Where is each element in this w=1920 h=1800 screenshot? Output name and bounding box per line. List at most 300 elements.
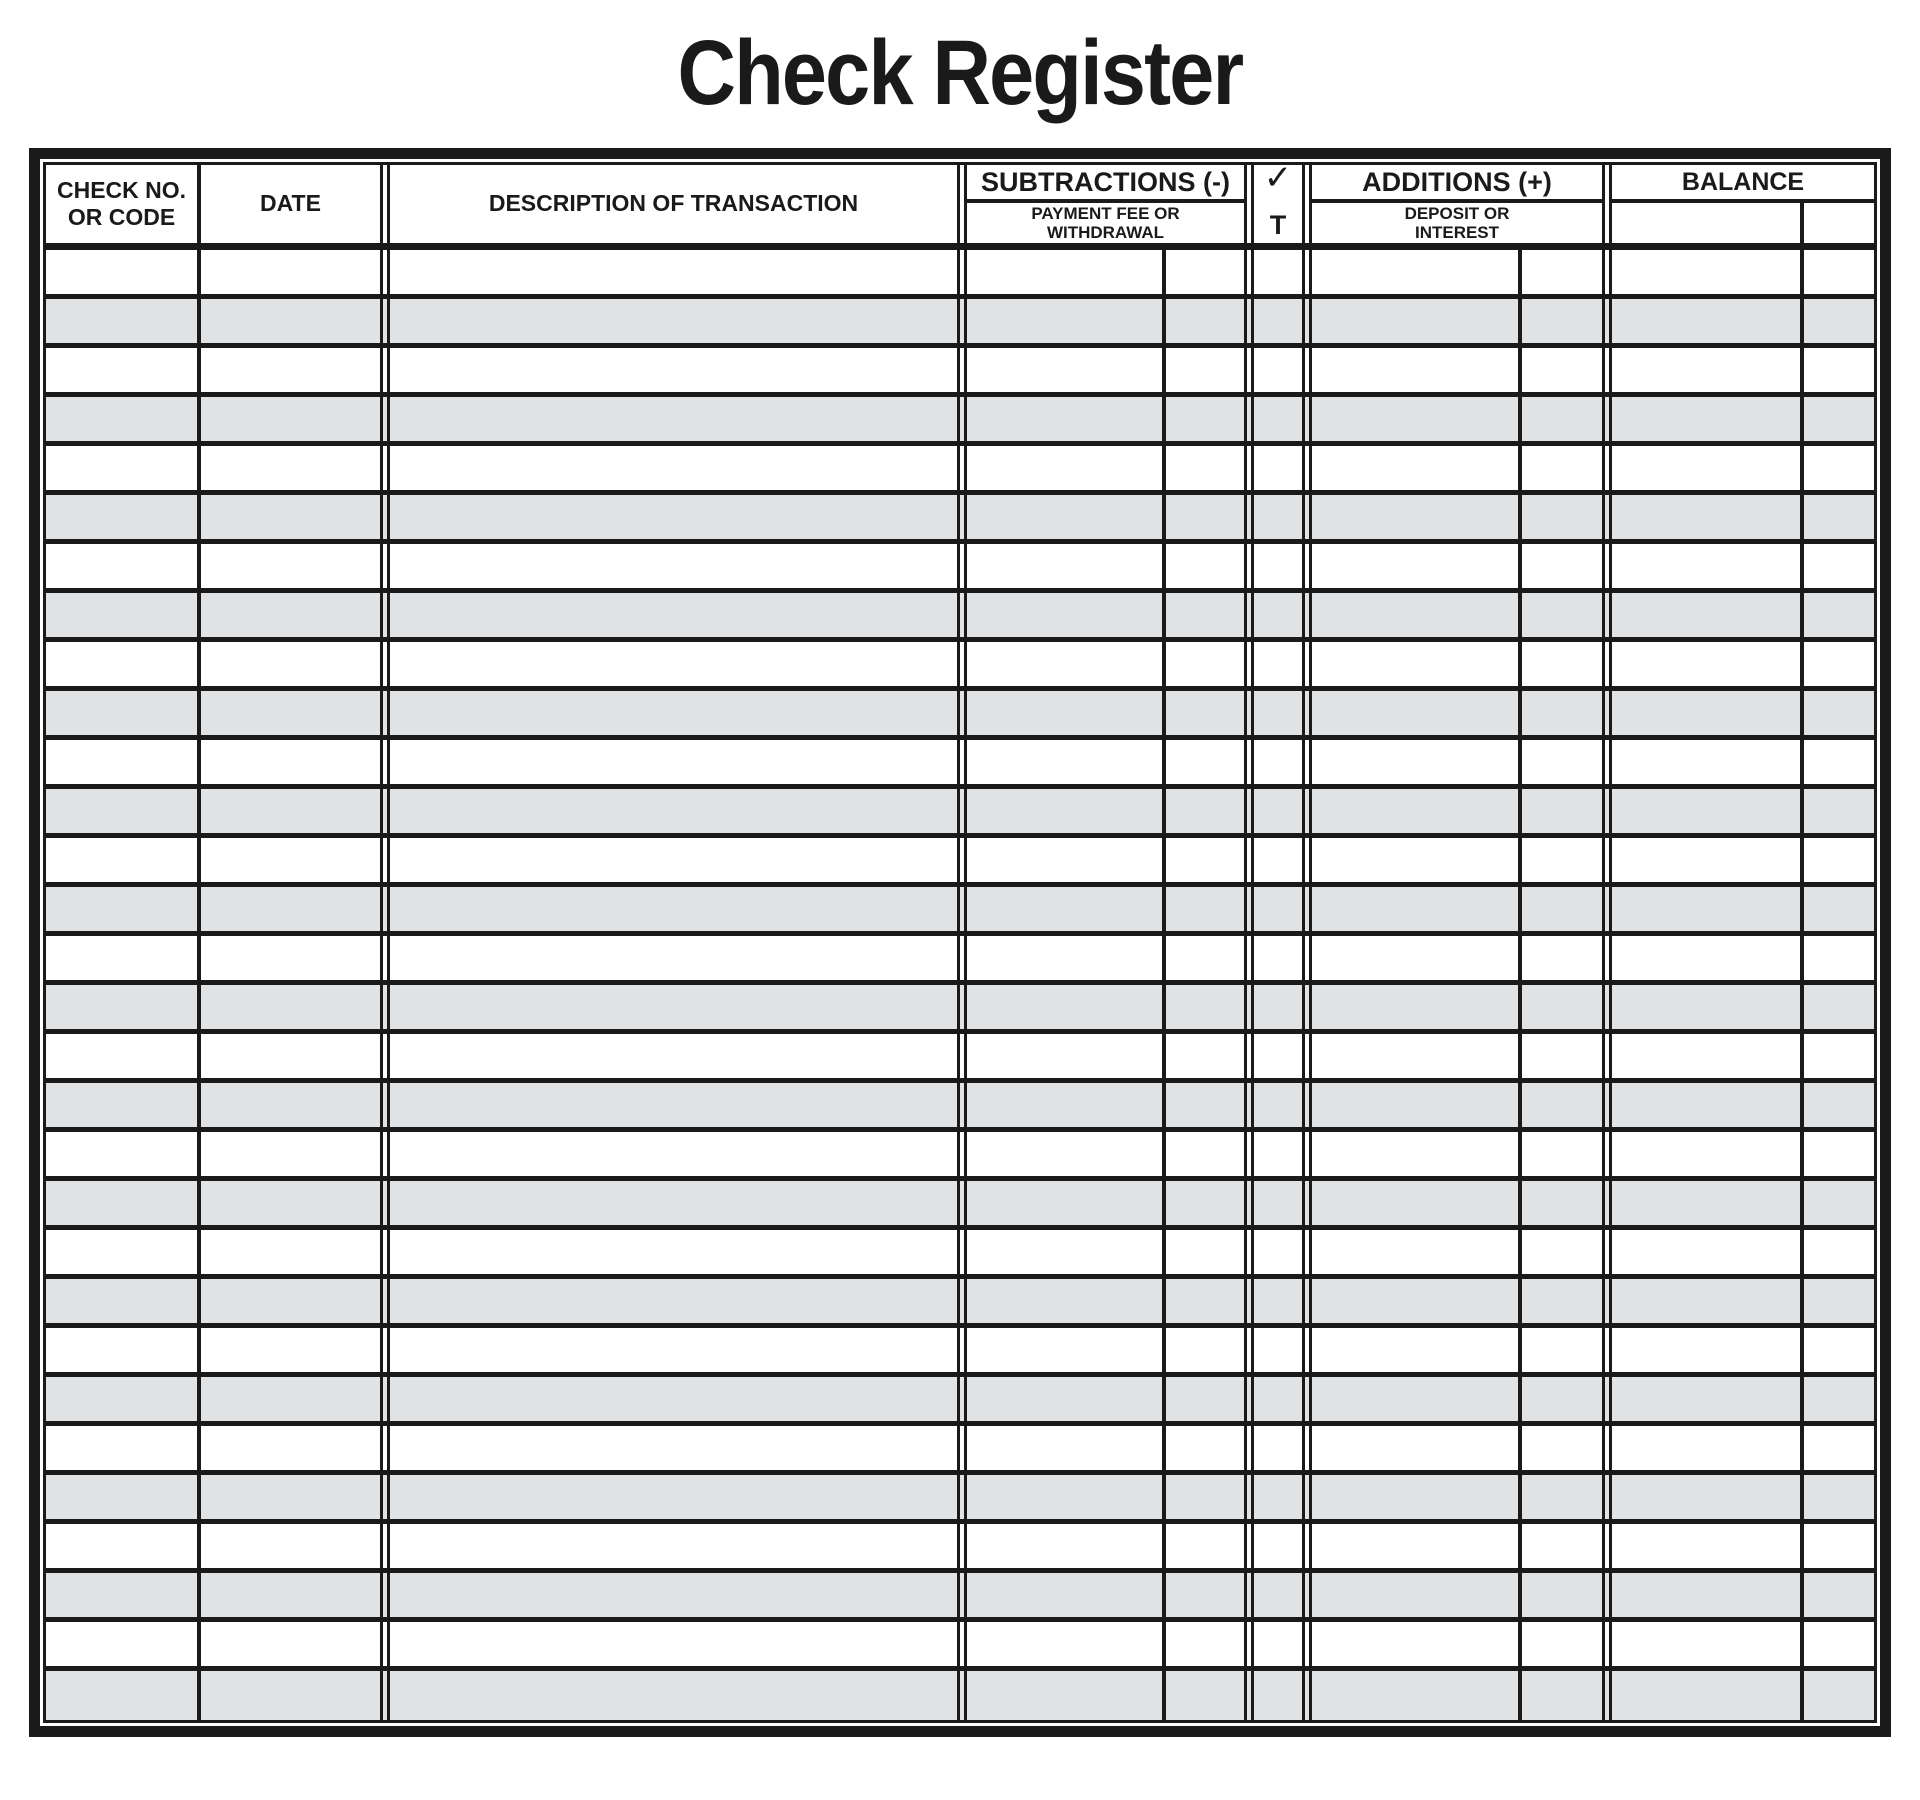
cell-balance-amount — [1612, 1377, 1800, 1421]
cell-description — [390, 397, 957, 441]
register-row — [46, 1573, 1874, 1622]
column-divider-double — [380, 495, 390, 539]
cell-description — [390, 789, 957, 833]
column-divider-double — [1244, 593, 1254, 637]
cell-description — [390, 1573, 957, 1617]
column-divider-double — [1302, 740, 1312, 784]
cell-description — [390, 1230, 957, 1274]
register-row — [46, 985, 1874, 1034]
cell-balance-cents — [1804, 446, 1874, 490]
cell-description — [390, 544, 957, 588]
table-header-row — [46, 158, 1874, 250]
column-divider-double — [957, 642, 967, 686]
header-subtractions-group — [967, 165, 1244, 243]
cell-subtraction-amount — [967, 1230, 1162, 1274]
register-row — [46, 1132, 1874, 1181]
column-divider-double — [380, 1377, 390, 1421]
column-divider-double — [380, 1573, 390, 1617]
cell-check-no — [46, 740, 197, 784]
cell-check-no — [46, 936, 197, 980]
column-divider-double — [1602, 642, 1612, 686]
register-row — [46, 1524, 1874, 1573]
cell-subtraction-cents — [1166, 1573, 1244, 1617]
cell-date — [201, 1181, 380, 1225]
cell-subtraction-cents — [1166, 936, 1244, 980]
cell-subtraction-amount — [967, 887, 1162, 931]
cell-addition-cents — [1522, 642, 1602, 686]
cell-addition-amount — [1312, 593, 1518, 637]
cell-balance-amount — [1612, 593, 1800, 637]
cell-description — [390, 887, 957, 931]
column-divider-double — [1602, 838, 1612, 882]
column-divider-double — [1302, 348, 1312, 392]
cell-subtraction-cents — [1166, 495, 1244, 539]
column-divider-double — [1602, 1034, 1612, 1078]
register-row — [46, 1328, 1874, 1377]
cell-balance-cents — [1804, 1475, 1874, 1519]
cell-addition-amount — [1312, 446, 1518, 490]
column-divider-double — [380, 1426, 390, 1470]
cell-addition-amount — [1312, 1230, 1518, 1274]
cell-balance-amount — [1612, 740, 1800, 784]
cell-check-mark — [1254, 250, 1302, 294]
cell-balance-amount — [1612, 1671, 1800, 1720]
cell-subtraction-cents — [1166, 299, 1244, 343]
cell-balance-cents — [1804, 838, 1874, 882]
column-divider-double — [957, 740, 967, 784]
column-divider-double — [380, 165, 390, 243]
column-divider-double — [1302, 789, 1312, 833]
cell-check-no — [46, 1328, 197, 1372]
column-divider-double — [1302, 691, 1312, 735]
register-row — [46, 544, 1874, 593]
cell-subtraction-cents — [1166, 1230, 1244, 1274]
cell-addition-cents — [1522, 1230, 1602, 1274]
column-divider-double — [1602, 397, 1612, 441]
cell-check-mark — [1254, 1524, 1302, 1568]
cell-check-no — [46, 544, 197, 588]
header-check-no-line1: CHECK NO. — [56, 176, 187, 203]
cell-balance-cents — [1804, 1524, 1874, 1568]
column-divider-double — [957, 936, 967, 980]
cell-subtraction-cents — [1166, 691, 1244, 735]
cell-subtraction-amount — [967, 789, 1162, 833]
cell-subtraction-amount — [967, 397, 1162, 441]
column-divider-double — [1244, 1279, 1254, 1323]
cell-balance-cents — [1804, 1328, 1874, 1372]
cell-check-no — [46, 1230, 197, 1274]
cell-description — [390, 348, 957, 392]
register-table — [29, 148, 1891, 1737]
column-divider-double — [957, 1524, 967, 1568]
column-divider-double — [1302, 446, 1312, 490]
cell-balance-amount — [1612, 1132, 1800, 1176]
column-divider-double — [1602, 1524, 1612, 1568]
cell-addition-cents — [1522, 691, 1602, 735]
cell-description — [390, 1034, 957, 1078]
cell-date — [201, 544, 380, 588]
cell-description — [390, 1132, 957, 1176]
register-row — [46, 691, 1874, 740]
header-t-label: T — [1269, 210, 1287, 240]
cell-date — [201, 495, 380, 539]
cell-balance-amount — [1612, 544, 1800, 588]
register-row — [46, 789, 1874, 838]
column-divider-double — [1244, 985, 1254, 1029]
column-divider-double — [957, 838, 967, 882]
column-divider-double — [1602, 1132, 1612, 1176]
cell-balance-amount — [1612, 250, 1800, 294]
column-divider-double — [1302, 1475, 1312, 1519]
cell-date — [201, 1132, 380, 1176]
column-divider-double — [380, 544, 390, 588]
column-divider-double — [1602, 1671, 1612, 1720]
cell-balance-cents — [1804, 691, 1874, 735]
column-divider-double — [1244, 838, 1254, 882]
cell-check-mark — [1254, 495, 1302, 539]
cell-subtraction-amount — [967, 1279, 1162, 1323]
cell-balance-cents — [1804, 1279, 1874, 1323]
cell-subtraction-amount — [967, 593, 1162, 637]
cell-subtraction-cents — [1166, 1475, 1244, 1519]
cell-description — [390, 1083, 957, 1127]
cell-balance-cents — [1804, 1671, 1874, 1720]
cell-addition-amount — [1312, 1426, 1518, 1470]
cell-balance-cents — [1804, 495, 1874, 539]
cell-subtraction-cents — [1166, 1426, 1244, 1470]
cell-description — [390, 1279, 957, 1323]
register-row — [46, 936, 1874, 985]
header-check-no-line2: OR CODE — [67, 204, 176, 230]
cell-description — [390, 1377, 957, 1421]
cell-check-mark — [1254, 985, 1302, 1029]
cell-check-no — [46, 1426, 197, 1470]
cell-check-no — [46, 446, 197, 490]
cell-subtraction-cents — [1166, 1083, 1244, 1127]
column-divider-double — [957, 446, 967, 490]
column-divider-double — [380, 446, 390, 490]
cell-date — [201, 348, 380, 392]
cell-addition-amount — [1312, 838, 1518, 882]
column-divider-double — [380, 1328, 390, 1372]
column-divider-double — [1244, 740, 1254, 784]
cell-check-no — [46, 642, 197, 686]
column-divider-double — [1602, 936, 1612, 980]
column-divider-double — [1302, 1034, 1312, 1078]
column-divider-double — [380, 985, 390, 1029]
header-check-column — [1254, 158, 1302, 243]
cell-subtraction-amount — [967, 1573, 1162, 1617]
column-divider-double — [1302, 1426, 1312, 1470]
header-subtractions-label: SUBTRACTIONS (-) — [967, 165, 1244, 203]
column-divider-double — [380, 1671, 390, 1720]
cell-subtraction-cents — [1166, 740, 1244, 784]
cell-subtraction-cents — [1166, 250, 1244, 294]
table-body — [46, 250, 1874, 1720]
column-divider-double — [1302, 936, 1312, 980]
cell-addition-cents — [1522, 1328, 1602, 1372]
cell-check-no — [46, 1034, 197, 1078]
cell-check-mark — [1254, 1230, 1302, 1274]
column-divider-double — [1302, 1377, 1312, 1421]
cell-date — [201, 1279, 380, 1323]
column-divider-double — [957, 1671, 967, 1720]
cell-subtraction-cents — [1166, 348, 1244, 392]
cell-subtraction-cents — [1166, 446, 1244, 490]
cell-balance-amount — [1612, 838, 1800, 882]
cell-check-no — [46, 1377, 197, 1421]
cell-addition-cents — [1522, 887, 1602, 931]
cell-balance-cents — [1804, 1230, 1874, 1274]
cell-addition-amount — [1312, 299, 1518, 343]
column-divider-double — [1602, 495, 1612, 539]
cell-balance-amount — [1612, 1279, 1800, 1323]
column-divider-double — [1602, 593, 1612, 637]
cell-balance-amount — [1612, 1426, 1800, 1470]
cell-balance-cents — [1804, 1573, 1874, 1617]
column-divider-double — [1602, 348, 1612, 392]
cell-check-no — [46, 1671, 197, 1720]
cell-check-mark — [1254, 1034, 1302, 1078]
header-additions-sub-line1: DEPOSIT OR — [1404, 203, 1510, 223]
column-divider-double — [1244, 397, 1254, 441]
column-divider-double — [1602, 887, 1612, 931]
cell-subtraction-amount — [967, 1083, 1162, 1127]
cell-addition-amount — [1312, 1622, 1518, 1666]
cell-addition-amount — [1312, 1377, 1518, 1421]
cell-check-mark — [1254, 1328, 1302, 1372]
header-additions-label: ADDITIONS (+) — [1312, 165, 1602, 203]
cell-date — [201, 1377, 380, 1421]
column-divider-double — [1602, 250, 1612, 294]
header-additions-sublabel — [1312, 203, 1602, 243]
register-row — [46, 1671, 1874, 1720]
cell-date — [201, 838, 380, 882]
cell-check-mark — [1254, 1426, 1302, 1470]
check-mark-icon: ✓ — [1263, 158, 1293, 198]
register-row — [46, 1181, 1874, 1230]
cell-addition-cents — [1522, 1279, 1602, 1323]
cell-addition-cents — [1522, 593, 1602, 637]
column-divider-double — [957, 1328, 967, 1372]
cell-description — [390, 1622, 957, 1666]
cell-check-no — [46, 691, 197, 735]
column-divider-double — [1302, 1083, 1312, 1127]
register-row — [46, 1377, 1874, 1426]
cell-balance-cents — [1804, 1377, 1874, 1421]
column-divider-double — [1602, 1573, 1612, 1617]
header-balance-subrow — [1612, 203, 1874, 243]
header-subtractions-sublabel — [967, 203, 1244, 243]
cell-check-no — [46, 838, 197, 882]
cell-subtraction-cents — [1166, 887, 1244, 931]
column-divider-double — [1602, 985, 1612, 1029]
cell-subtraction-amount — [967, 1475, 1162, 1519]
column-divider-double — [380, 691, 390, 735]
column-divider-double — [1602, 691, 1612, 735]
cell-addition-cents — [1522, 495, 1602, 539]
column-divider-double — [1302, 1230, 1312, 1274]
column-divider-double — [380, 936, 390, 980]
column-divider-double — [957, 1622, 967, 1666]
column-divider-double — [1602, 544, 1612, 588]
column-divider-double — [1602, 1622, 1612, 1666]
cell-addition-amount — [1312, 1083, 1518, 1127]
cell-addition-cents — [1522, 348, 1602, 392]
column-divider-double — [1602, 1083, 1612, 1127]
cell-addition-amount — [1312, 789, 1518, 833]
register-row — [46, 838, 1874, 887]
cell-addition-cents — [1522, 250, 1602, 294]
cell-check-mark — [1254, 299, 1302, 343]
cell-balance-cents — [1804, 1132, 1874, 1176]
cell-subtraction-cents — [1166, 593, 1244, 637]
column-divider-double — [957, 1573, 967, 1617]
cell-description — [390, 691, 957, 735]
cell-subtraction-amount — [967, 1377, 1162, 1421]
cell-addition-amount — [1312, 985, 1518, 1029]
column-divider-double — [957, 250, 967, 294]
cell-check-mark — [1254, 1622, 1302, 1666]
column-divider-double — [380, 299, 390, 343]
column-divider-double — [957, 1426, 967, 1470]
cell-balance-cents — [1804, 985, 1874, 1029]
cell-balance-cents — [1804, 936, 1874, 980]
cell-check-no — [46, 985, 197, 1029]
cell-check-mark — [1254, 1475, 1302, 1519]
cell-check-mark — [1254, 544, 1302, 588]
header-description-label: DESCRIPTION OF TRANSACTION — [488, 190, 859, 217]
column-divider-double — [1602, 446, 1612, 490]
column-divider-double — [1244, 1377, 1254, 1421]
cell-addition-cents — [1522, 1083, 1602, 1127]
cell-date — [201, 1524, 380, 1568]
column-divider-double — [1302, 1328, 1312, 1372]
cell-addition-cents — [1522, 1181, 1602, 1225]
cell-check-mark — [1254, 1671, 1302, 1720]
cell-addition-cents — [1522, 936, 1602, 980]
column-divider-double — [957, 887, 967, 931]
cell-addition-amount — [1312, 1181, 1518, 1225]
cell-subtraction-cents — [1166, 838, 1244, 882]
column-divider-double — [380, 838, 390, 882]
column-divider-double — [1602, 1377, 1612, 1421]
column-divider-double — [1244, 165, 1254, 243]
cell-subtraction-cents — [1166, 985, 1244, 1029]
cell-date — [201, 936, 380, 980]
column-divider-double — [1602, 299, 1612, 343]
column-divider-double — [1244, 887, 1254, 931]
cell-balance-cents — [1804, 299, 1874, 343]
cell-balance-amount — [1612, 397, 1800, 441]
cell-description — [390, 446, 957, 490]
column-divider-double — [1244, 250, 1254, 294]
column-divider-double — [380, 740, 390, 784]
column-divider-double — [957, 1034, 967, 1078]
column-divider-double — [1244, 1181, 1254, 1225]
cell-date — [201, 1034, 380, 1078]
column-divider-double — [957, 593, 967, 637]
cell-addition-cents — [1522, 1622, 1602, 1666]
cell-date — [201, 446, 380, 490]
column-divider-double — [380, 1622, 390, 1666]
column-divider-double — [380, 397, 390, 441]
cell-balance-amount — [1612, 1475, 1800, 1519]
cell-balance-amount — [1612, 887, 1800, 931]
cell-addition-amount — [1312, 544, 1518, 588]
cell-balance-cents — [1804, 1181, 1874, 1225]
cell-check-no — [46, 1132, 197, 1176]
column-divider-double — [1302, 1181, 1312, 1225]
register-row — [46, 495, 1874, 544]
column-divider-double — [1302, 1671, 1312, 1720]
cell-addition-cents — [1522, 1524, 1602, 1568]
register-row — [46, 446, 1874, 495]
column-divider-double — [957, 1377, 967, 1421]
cell-subtraction-amount — [967, 1034, 1162, 1078]
column-divider-double — [957, 1230, 967, 1274]
cell-check-no — [46, 1573, 197, 1617]
cell-description — [390, 740, 957, 784]
column-divider-double — [1244, 1034, 1254, 1078]
cell-check-no — [46, 1524, 197, 1568]
header-date — [201, 165, 380, 243]
header-description — [390, 165, 957, 243]
cell-subtraction-amount — [967, 1622, 1162, 1666]
column-divider-double — [1244, 691, 1254, 735]
column-divider-double — [380, 1034, 390, 1078]
cell-addition-amount — [1312, 348, 1518, 392]
column-divider-double — [380, 1083, 390, 1127]
cell-check-mark — [1254, 1573, 1302, 1617]
cell-check-mark — [1254, 1132, 1302, 1176]
column-divider-double — [1244, 1475, 1254, 1519]
cell-addition-amount — [1312, 1279, 1518, 1323]
column-divider-double — [380, 642, 390, 686]
register-row — [46, 1622, 1874, 1671]
cell-description — [390, 250, 957, 294]
cell-subtraction-cents — [1166, 1034, 1244, 1078]
column-divider-double — [957, 789, 967, 833]
cell-balance-cents — [1804, 348, 1874, 392]
cell-subtraction-amount — [967, 936, 1162, 980]
column-divider-double — [1302, 593, 1312, 637]
cell-subtraction-amount — [967, 838, 1162, 882]
cell-description — [390, 495, 957, 539]
cell-balance-amount — [1612, 299, 1800, 343]
cell-addition-cents — [1522, 1377, 1602, 1421]
cell-balance-cents — [1804, 1426, 1874, 1470]
column-divider-double — [1244, 1230, 1254, 1274]
cell-check-no — [46, 250, 197, 294]
header-additions-sub-line2: INTEREST — [1414, 223, 1500, 242]
column-divider-double — [380, 593, 390, 637]
cell-subtraction-cents — [1166, 1132, 1244, 1176]
cell-check-mark — [1254, 838, 1302, 882]
cell-check-no — [46, 495, 197, 539]
register-row — [46, 1083, 1874, 1132]
cell-balance-amount — [1612, 348, 1800, 392]
cell-subtraction-amount — [967, 446, 1162, 490]
column-divider-double — [957, 544, 967, 588]
header-subtractions-sub-line2: WITHDRAWAL — [1046, 223, 1165, 242]
cell-date — [201, 593, 380, 637]
cell-check-mark — [1254, 1279, 1302, 1323]
cell-addition-cents — [1522, 1034, 1602, 1078]
cell-check-mark — [1254, 593, 1302, 637]
cell-subtraction-amount — [967, 1181, 1162, 1225]
column-divider-double — [380, 348, 390, 392]
